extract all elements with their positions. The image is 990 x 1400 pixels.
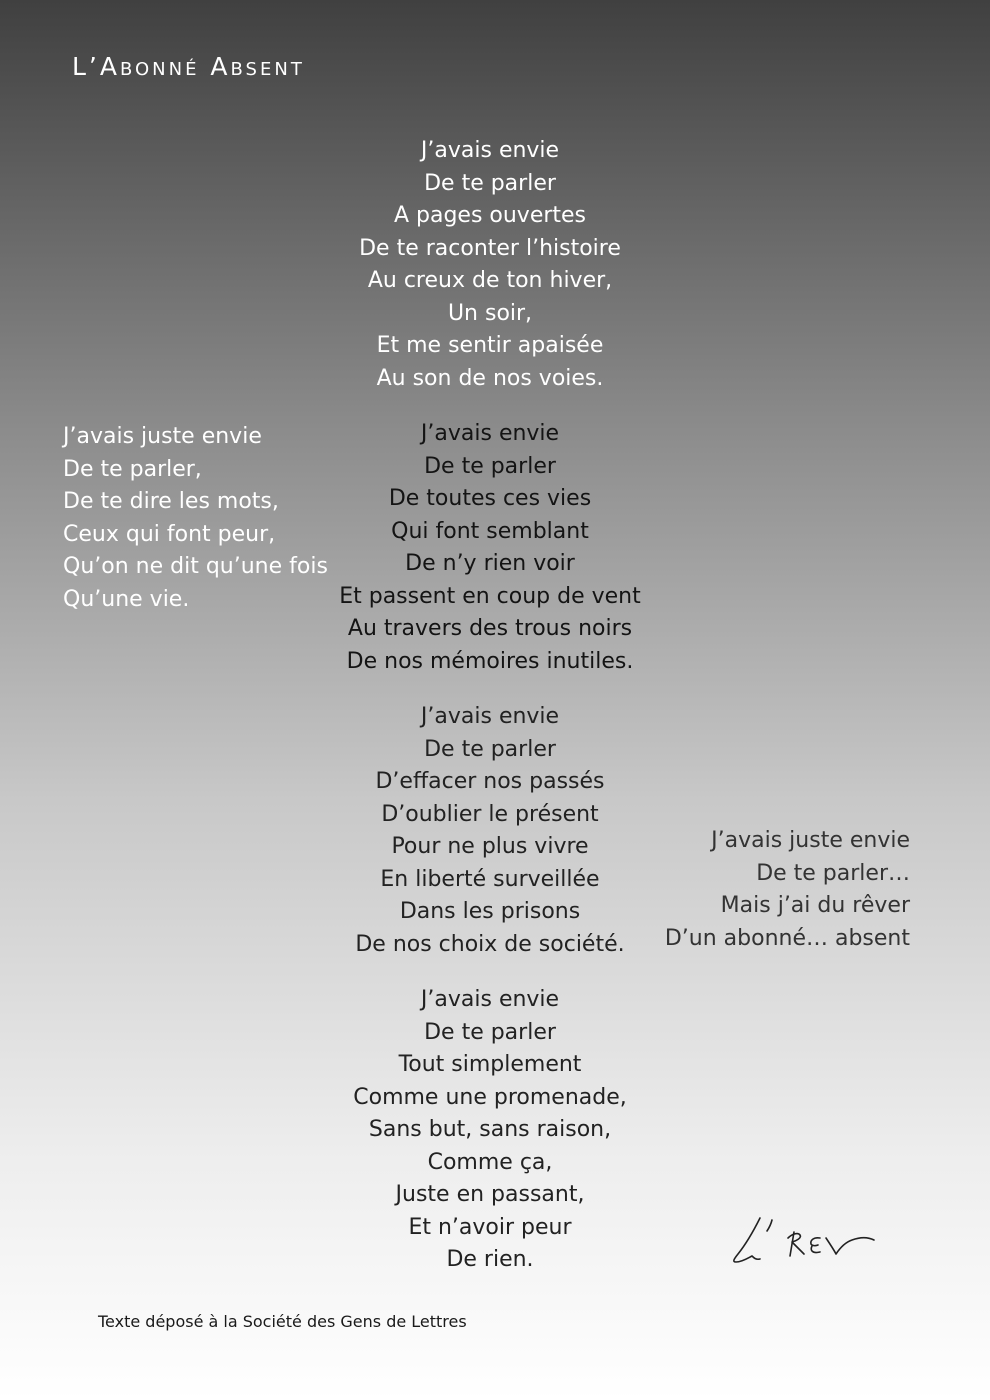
signature bbox=[728, 1210, 878, 1270]
verse-line: De te parler bbox=[424, 170, 556, 196]
stanza-left bbox=[63, 421, 328, 616]
verse-line: Sans but, sans raison, bbox=[368, 1117, 612, 1142]
verse-line: Et passent en coup de vent bbox=[339, 583, 641, 609]
verse-line: J’avais envie bbox=[420, 138, 560, 163]
verse-line: De nos mémoires inutiles. bbox=[346, 648, 634, 674]
verse-line: J’avais envie bbox=[420, 987, 560, 1012]
verse-line: Au son de nos voies. bbox=[376, 365, 604, 391]
verse-line: J’avais juste envie bbox=[711, 828, 910, 853]
verse-line: Un soir, bbox=[447, 300, 533, 326]
verse-line: En liberté surveillée bbox=[380, 866, 600, 892]
verse-line: Comme une promenade, bbox=[353, 1084, 627, 1110]
verse-line: D’effacer nos passés bbox=[375, 769, 605, 794]
stanza-1 bbox=[320, 135, 660, 395]
stanza-3 bbox=[320, 701, 660, 961]
verse-line: Ceux qui font peur, bbox=[63, 521, 276, 547]
verse-line: Qui font semblant bbox=[391, 518, 589, 544]
verse-line: Au creux de ton hiver, bbox=[367, 268, 613, 293]
verse-line: Au travers des trous noirs bbox=[347, 616, 633, 641]
stanza-4 bbox=[320, 984, 660, 1277]
verse-line: De n’y rien voir bbox=[405, 551, 575, 576]
verse-line: Juste en passant, bbox=[395, 1182, 585, 1207]
verse-line: Qu’une vie. bbox=[63, 586, 190, 612]
verse-line: De te parler bbox=[424, 453, 556, 479]
verse-line: De te raconter l’histoire bbox=[359, 235, 621, 261]
verse-line: D’un abonné… absent bbox=[664, 925, 910, 951]
stanza-right bbox=[665, 825, 910, 955]
stanza-2 bbox=[320, 418, 660, 678]
verse-line: Pour ne plus vivre bbox=[391, 834, 589, 859]
verse-line: J’avais envie bbox=[420, 704, 560, 729]
verse-line: De toutes ces vies bbox=[388, 486, 592, 511]
verse-line: Et n’avoir peur bbox=[408, 1214, 572, 1240]
verse-line: De te parler bbox=[424, 736, 556, 762]
verse-line: A pages ouvertes bbox=[393, 203, 587, 228]
verse-line: J’avais juste envie bbox=[63, 424, 262, 449]
verse-line: De rien. bbox=[446, 1247, 534, 1272]
verse-line: Tout simplement bbox=[398, 1052, 582, 1077]
verse-line: De te parler bbox=[424, 1019, 556, 1045]
verse-line: Mais j’ai du rêver bbox=[720, 893, 910, 918]
verse-line: De te parler… bbox=[756, 860, 910, 886]
copyright-notice: Texte déposé à la Société des Gens de Lettres bbox=[98, 1312, 467, 1331]
verse-line: De te dire les mots, bbox=[63, 489, 279, 514]
verse-line: D’oublier le présent bbox=[381, 801, 599, 827]
verse-line: Qu’on ne dit qu’une fois bbox=[63, 554, 328, 579]
verse-line: Comme ça, bbox=[427, 1149, 553, 1175]
verse-line: J’avais envie bbox=[420, 421, 560, 446]
verse-line: Dans les prisons bbox=[399, 899, 581, 924]
poem-title: L’Abonné Absent bbox=[72, 52, 305, 81]
verse-line: De te parler, bbox=[63, 456, 202, 482]
verse-line: De nos choix de société. bbox=[355, 931, 625, 957]
verse-line: Et me sentir apaisée bbox=[376, 333, 604, 358]
